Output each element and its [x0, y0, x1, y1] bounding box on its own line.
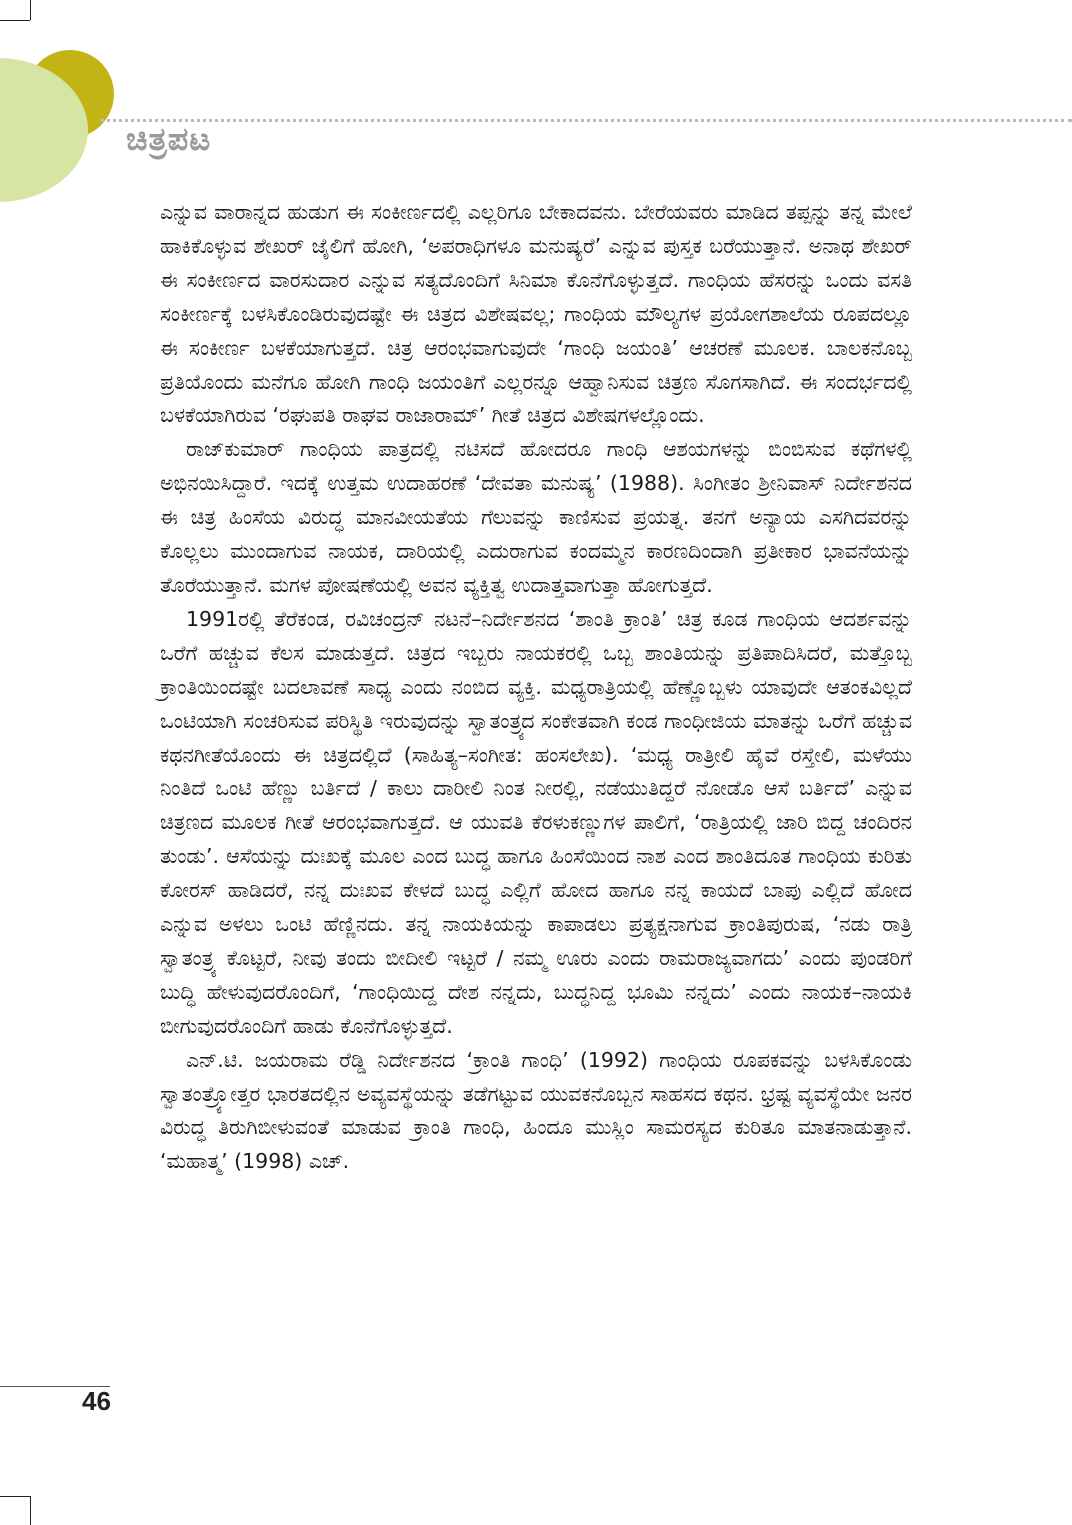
crop-mark-bottom-left-horizontal: [0, 1496, 30, 1497]
paragraph: ರಾಜ್‌ಕುಮಾರ್ ಗಾಂಧಿಯ ಪಾತ್ರದಲ್ಲಿ ನಟಿಸದೆ ಹೋದರೂ ಗಾಂಧಿ ಆಶಯಗಳನ್ನು ಬಿಂಬಿಸುವ ಕಥೆಗಳಲ್ಲಿ ಅಭಿನಯಿಸಿದ್ದಾರೆ. ಇದಕ್ಕೆ ಉತ್ತಮ ಉದಾಹರಣೆ ‘ದೇವತಾ ಮನುಷ್ಯ’ (1988). ಸಿಂಗೀತಂ ಶ್ರೀನಿವಾಸ್ ನಿರ್ದೇಶನದ ಈ ಚಿತ್ರ ಹಿಂಸೆಯ ವಿರುದ್ಧ ಮಾನವೀಯತೆಯ ಗೆಲುವನ್ನು ಕಾಣಿಸುವ ಪ್ರಯತ್ನ. ತನಗೆ ಅನ್ಯಾಯ ಎಸಗಿದವರನ್ನು ಕೊಲ್ಲಲು ಮುಂದಾಗುವ ನಾಯಕ, ದಾರಿಯಲ್ಲಿ ಎದುರಾಗುವ ಕಂದಮ್ಮನ ಕಾರಣದಿಂದಾಗಿ ಪ್ರತೀಕಾರ ಭಾವನೆಯನ್ನು ತೊರೆಯುತ್ತಾನೆ. ಮಗಳ ಪೋಷಣೆಯಲ್ಲಿ ಅವನ ವ್ಯಕ್ತಿತ್ವ ಉದಾತ್ತವಾಗುತ್ತಾ ಹೋಗುತ್ತದೆ.: [160, 437, 912, 597]
paragraph: ಎನ್.ಟಿ. ಜಯರಾಮ ರೆಡ್ಡಿ ನಿರ್ದೇಶನದ ‘ಕ್ರಾಂತಿ ಗಾಂಧಿ’ (1992) ಗಾಂಧಿಯ ರೂಪಕವನ್ನು ಬಳಸಿಕೊಂಡು ಸ್ವಾತಂತ್ರ್ಯೋತ್ತರ ಭಾರತದಲ್ಲಿನ ಅವ್ಯವಸ್ಥೆಯನ್ನು ತಡೆಗಟ್ಟುವ ಯುವಕನೊಬ್ಬನ ಸಾಹಸದ ಕಥನ. ಭ್ರಷ್ಟ ವ್ಯವಸ್ಥೆಯೇ ಜನರ ವಿರುದ್ಧ ತಿರುಗಿಬೀಳುವಂತೆ ಮಾಡುವ ಕ್ರಾಂತಿ ಗಾಂಧಿ, ಹಿಂದೂ ಮುಸ್ಲಿಂ ಸಾಮರಸ್ಯದ ಕುರಿತೂ ಮಾತನಾಡುತ್ತಾನೆ. ‘ಮಹಾತ್ಮ’ (1998) ಎಚ್.: [160, 1047, 912, 1174]
article-body: [160, 196, 912, 1179]
header-dotted-rule: [100, 119, 1072, 122]
crop-mark-top-left: [30, 0, 31, 20]
paragraph: 1991ರಲ್ಲಿ ತೆರೆಕಂಡ, ರವಿಚಂದ್ರನ್ ನಟನೆ–ನಿರ್ದೇಶನದ ‘ಶಾಂತಿ ಕ್ರಾಂತಿ’ ಚಿತ್ರ ಕೂಡ ಗಾಂಧಿಯ ಆದರ್ಶವನ್ನು ಒರೆಗೆ ಹಚ್ಚುವ ಕೆಲಸ ಮಾಡುತ್ತದೆ. ಚಿತ್ರದ ಇಬ್ಬರು ನಾಯಕರಲ್ಲಿ ಒಬ್ಬ ಶಾಂತಿಯನ್ನು ಪ್ರತಿಪಾದಿಸಿದರೆ, ಮತ್ತೊಬ್ಬ ಕ್ರಾಂತಿಯಿಂದಷ್ಟೇ ಬದಲಾವಣೆ ಸಾಧ್ಯ ಎಂದು ನಂಬಿದ ವ್ಯಕ್ತಿ. ಮಧ್ಯರಾತ್ರಿಯಲ್ಲಿ ಹೆಣ್ಣೊಬ್ಬಳು ಯಾವುದೇ ಆತಂಕವಿಲ್ಲದೆ ಒಂಟಿಯಾಗಿ ಸಂಚರಿಸುವ ಪರಿಸ್ಥಿತಿ ಇರುವುದನ್ನು ಸ್ವಾತಂತ್ರ್ಯದ ಸಂಕೇತವಾಗಿ ಕಂಡ ಗಾಂಧೀಜಿಯ ಮಾತನ್ನು ಒರೆಗೆ ಹಚ್ಚುವ ಕಥನಗೀತೆಯೊಂದು ಈ ಚಿತ್ರದಲ್ಲಿದೆ (ಸಾಹಿತ್ಯ–ಸಂಗೀತ: ಹಂಸಲೇಖ). ‘ಮಧ್ಯ ರಾತ್ರೀಲಿ ಹೈವೆ ರಸ್ತೇಲಿ, ಮಳೆಯು ನಿಂತಿದೆ ಒಂಟಿ ಹೆಣ್ಣು ಬರ್ತಿದೆ / ಕಾಲು ದಾರೀಲಿ ನಿಂತ ನೀರಲ್ಲಿ, ನಡೆಯುತಿದ್ದರೆ ನೋಡೊ ಆಸೆ ಬರ್ತಿದೆ’ ಎನ್ನುವ ಚಿತ್ರಣದ ಮೂಲಕ ಗೀತೆ ಆರಂಭವಾಗುತ್ತದೆ. ಆ ಯುವತಿ ಕೆರಳುಕಣ್ಣುಗಳ ಪಾಲಿಗೆ, ‘ರಾತ್ರಿಯಲ್ಲಿ ಜಾರಿ ಬಿದ್ದ ಚಂದಿರನ ತುಂಡು’. ಆಸೆಯನ್ನು ದುಃಖಕ್ಕೆ ಮೂಲ ಎಂದ ಬುದ್ಧ ಹಾಗೂ ಹಿಂಸೆಯಿಂದ ನಾಶ ಎಂದ ಶಾಂತಿದೂತ ಗಾಂಧಿಯ ಕುರಿತು ಕೋರಸ್ ಹಾಡಿದರೆ, ನನ್ನ ದುಃಖವ ಕೇಳದೆ ಬುದ್ಧ ಎಲ್ಲಿಗೆ ಹೋದ ಹಾಗೂ ನನ್ನ ಕಾಯದೆ ಬಾಪು ಎಲ್ಲಿದೆ ಹೋದ ಎನ್ನುವ ಅಳಲು ಒಂಟಿ ಹೆಣ್ಣಿನದು. ತನ್ನ ನಾಯಕಿಯನ್ನು ಕಾಪಾಡಲು ಪ್ರತ್ಯಕ್ಷನಾಗುವ ಕ್ರಾಂತಿಪುರುಷ, ‘ನಡು ರಾತ್ರಿ ಸ್ವಾತಂತ್ರ್ಯ ಕೊಟ್ಟರೆ, ನೀವು ತಂದು ಬೀದೀಲಿ ಇಟ್ಟರೆ / ನಮ್ಮ ಊರು ಎಂದು ರಾಮರಾಜ್ಯವಾಗದು’ ಎಂದು ಪುಂಡರಿಗೆ ಬುದ್ಧಿ ಹೇಳುವುದರೊಂದಿಗೆ, ‘ಗಾಂಧಿಯಿದ್ದ ದೇಶ ನನ್ನದು, ಬುದ್ಧನಿದ್ದ ಭೂಮಿ ನನ್ನದು’ ಎಂದು ನಾಯಕ–ನಾಯಕಿ ಬೀಗುವುದರೊಂದಿಗೆ ಹಾಡು ಕೊನೆಗೊಳ್ಳುತ್ತದೆ.: [160, 606, 912, 1038]
crop-mark-bottom-left: [30, 1496, 31, 1525]
paragraph: ಎನ್ನುವ ವಾರಾನ್ನದ ಹುಡುಗ ಈ ಸಂಕೀರ್ಣದಲ್ಲಿ ಎಲ್ಲರಿಗೂ ಬೇಕಾದವನು. ಬೇರೆಯವರು ಮಾಡಿದ ತಪ್ಪನ್ನು ತನ್ನ ಮೇಲೆ ಹಾಕಿಕೊಳ್ಳುವ ಶೇಖರ್ ಜೈಲಿಗೆ ಹೋಗಿ, ‘ಅಪರಾಧಿಗಳೂ ಮನುಷ್ಯರೆ’ ಎನ್ನುವ ಪುಸ್ತಕ ಬರೆಯುತ್ತಾನೆ. ಅನಾಥ ಶೇಖರ್ ಈ ಸಂಕೀರ್ಣದ ವಾರಸುದಾರ ಎನ್ನುವ ಸತ್ಯದೊಂದಿಗೆ ಸಿನಿಮಾ ಕೊನೆಗೊಳ್ಳುತ್ತದೆ. ಗಾಂಧಿಯ ಹೆಸರನ್ನು ಒಂದು ವಸತಿ ಸಂಕೀರ್ಣಕ್ಕೆ ಬಳಸಿಕೊಂಡಿರುವುದಷ್ಟೇ ಈ ಚಿತ್ರದ ವಿಶೇಷವಲ್ಲ; ಗಾಂಧಿಯ ಮೌಲ್ಯಗಳ ಪ್ರಯೋಗಶಾಲೆಯ ರೂಪದಲ್ಲೂ ಈ ಸಂಕೀರ್ಣ ಬಳಕೆಯಾಗುತ್ತದೆ. ಚಿತ್ರ ಆರಂಭವಾಗುವುದೇ ‘ಗಾಂಧಿ ಜಯಂತಿ’ ಆಚರಣೆ ಮೂಲಕ. ಬಾಲಕನೊಬ್ಬ ಪ್ರತಿಯೊಂದು ಮನೆಗೂ ಹೋಗಿ ಗಾಂಧಿ ಜಯಂತಿಗೆ ಎಲ್ಲರನ್ನೂ ಆಹ್ವಾನಿಸುವ ಚಿತ್ರಣ ಸೊಗಸಾಗಿದೆ. ಈ ಸಂದರ್ಭದಲ್ಲಿ ಬಳಕೆಯಾಗಿರುವ ‘ರಘುಪತಿ ರಾಘವ ರಾಜಾರಾಮ್’ ಗೀತೆ ಚಿತ್ರದ ವಿಶೇಷಗಳಲ್ಲೊಂದು.: [160, 200, 912, 428]
crop-mark-top-left-horizontal: [0, 20, 30, 21]
section-title: ಚಿತ್ರಪಟ: [126, 120, 212, 158]
page-number: 46: [82, 1386, 111, 1416]
